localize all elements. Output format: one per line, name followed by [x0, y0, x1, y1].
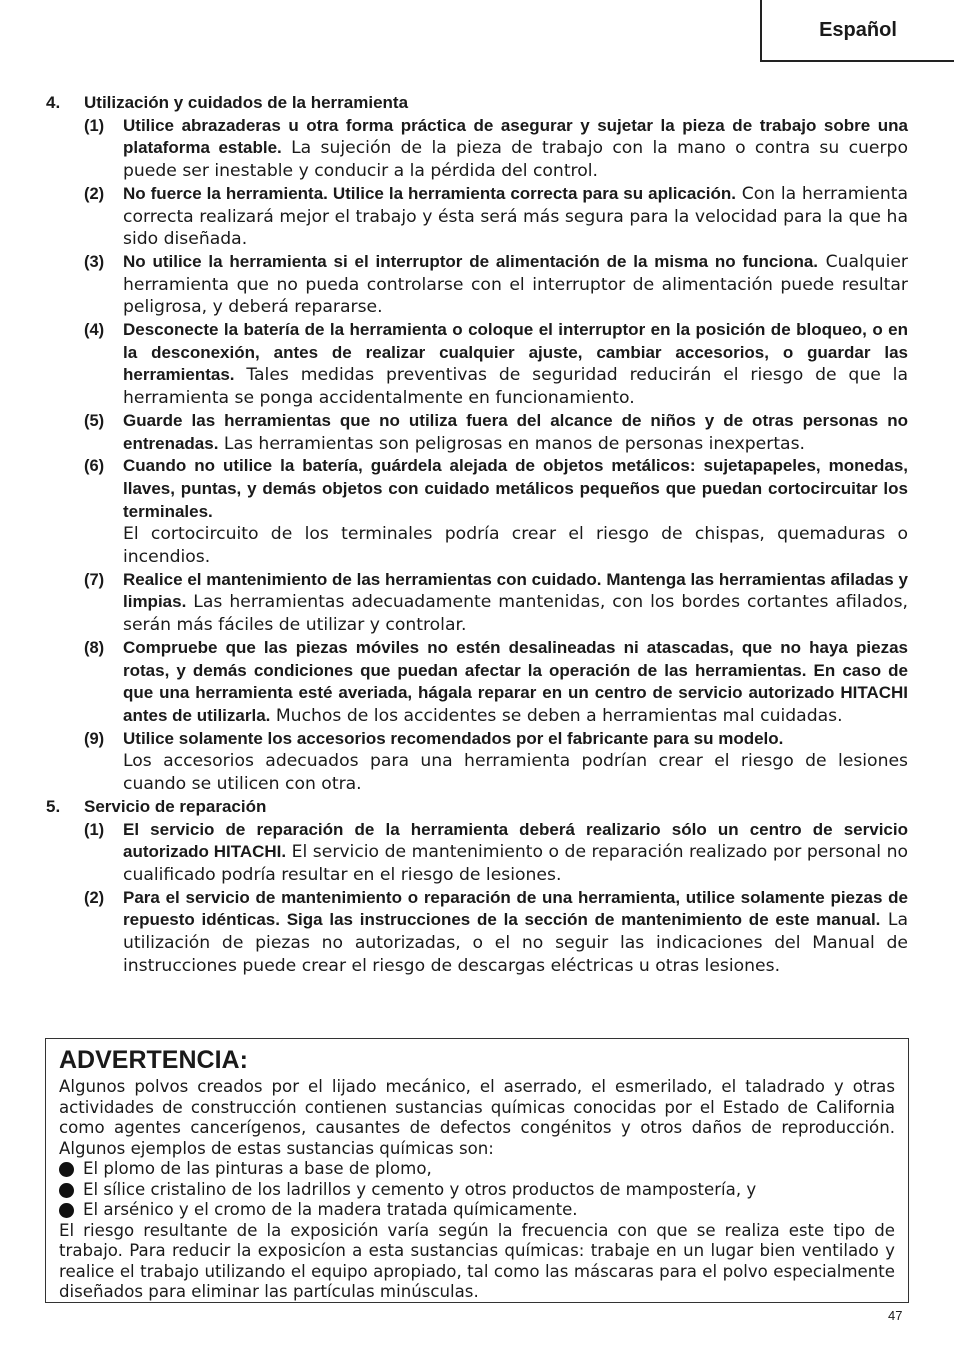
bullet-dot-icon	[59, 1203, 74, 1218]
item-bold-text: Utilice abrazaderas u otra forma práctica de asegurar y sujetar la pieza de trabajo sobre una plataforma estable.	[123, 115, 908, 158]
list-item	[84, 728, 908, 796]
section-title: Utilización y cuidados de la herramienta	[84, 93, 409, 112]
item-bold-text: Cuando no utilice la batería, guárdela alejada de objetos metálicos: sujetapapeles, monedas, llaves, puntas, y demás objetos con cuidado metálicos pequeños que puedan cortocircuitar los terminales.	[123, 456, 908, 521]
item-number: (6)	[84, 457, 105, 476]
item-bold-text: El servicio de reparación de la herramienta deberá realizario sólo un centro de servicio autorizado HITACHI.	[123, 819, 908, 862]
list-item	[84, 455, 908, 569]
item-text: La sujeción de la pieza de trabajo con la mano o contra su cuerpo puede ser inestable y conducir a la pérdida del control.	[123, 138, 908, 182]
section-title: Servicio de reparación	[84, 796, 267, 816]
item-bold-text: Realice el mantenimiento de las herramientas con cuidado. Mantenga las herramientas afiladas y limpias.	[123, 569, 908, 612]
item-bold-text: Guarde las herramientas que no utiliza fuera del alcance de niños y de otras personas no entrenadas.	[123, 410, 908, 453]
warning-title: ADVERTENCIA:	[59, 1046, 248, 1074]
list-item	[84, 251, 908, 319]
item-number: (5)	[84, 411, 105, 430]
language-label: Español	[819, 18, 897, 41]
item-number: (9)	[84, 729, 105, 748]
warning-bullet	[59, 1200, 895, 1221]
item-bold-text: No fuerce la herramienta. Utilice la herramienta correcta para su aplicación.	[123, 183, 737, 203]
item-number: (1)	[84, 116, 105, 135]
warning-box	[45, 1038, 909, 1303]
item-number: (7)	[84, 570, 105, 589]
item-number: (3)	[84, 252, 105, 271]
list-item	[84, 319, 908, 410]
warning-closing: El riesgo resultante de la exposición varía según la frecuencia con que se realiza este tipo de trabajo. Para reducir la exposicíon a esta sustancias químicas: trabaje en un lugar bien ventilado y realice el trabajo utilizando el equipo apropiado, tal como las máscaras para el polvo especialmente diseñados para eliminar las partículas minúsculas.	[59, 1220, 895, 1301]
list-item	[84, 183, 908, 251]
section-number: 5.	[46, 796, 61, 816]
language-tab	[760, 0, 954, 62]
item-text: Cualquier herramienta que no pueda controlarse con el interruptor de alimentación puede resultar peligrosa, y deberá repararse.	[123, 251, 908, 318]
item-number: (4)	[84, 321, 105, 340]
warning-bullet	[59, 1159, 895, 1180]
page-number: 47	[888, 1308, 903, 1323]
item-text: La utilización de piezas no autorizadas, o el no seguir las indicaciones del Manual de instrucciones puede crear el riesgo de descargas eléctricas u otras lesiones.	[123, 910, 909, 976]
list-item	[84, 819, 908, 887]
item-text: El servicio de mantenimiento o de reparación realizado por personal no cualificado podría resultar en el riesgo de lesiones.	[123, 842, 908, 885]
list-item	[84, 115, 908, 183]
list-item	[84, 637, 908, 728]
item-number: (1)	[84, 820, 105, 839]
instructions-content	[46, 92, 908, 977]
warning-intro: Algunos polvos creados por el lijado mecánico, el aserrado, el esmerilado, el taladrado y otras actividades de construcción contienen sustancias químicas conocidas por el Estado de California como agentes cancerígenos, causantes de defectos congénitos y otros daños de reproducción. Algunos ejemplos de estas sustancias químicas son:	[59, 1077, 895, 1158]
list-item	[84, 887, 908, 978]
item-text: Muchos de los accidentes se deben a herramientas mal cuidadas.	[270, 705, 843, 726]
bullet-dot-icon	[59, 1183, 74, 1198]
bullet-text: El arsénico y el cromo de la madera tratada químicamente.	[83, 1200, 578, 1219]
item-bold-text: Para el servicio de mantenimiento o reparación de una herramienta, utilice solamente piezas de repuesto idénticas. Siga las instrucciones de la sección de mantenimiento de este manual.	[123, 887, 908, 930]
bullet-dot-icon	[59, 1162, 74, 1177]
item-extra-text: El cortocircuito de los terminales podría crear el riesgo de chispas, quemaduras o incendios.	[123, 524, 908, 568]
section-heading	[46, 92, 908, 115]
bullet-text: El sílice cristalino de los ladrillos y cemento y otros productos de mampostería, y	[83, 1179, 757, 1199]
section-number: 4.	[46, 93, 61, 112]
item-text: Las herramientas son peligrosas en manos de personas inexpertas.	[218, 433, 806, 454]
item-number: (2)	[84, 184, 105, 203]
item-text: Tales medidas preventivas de seguridad reducirán el riesgo de que la herramienta se ponga accidentalmente en funcionamiento.	[123, 365, 908, 409]
list-item	[84, 569, 908, 637]
item-bold-text: Desconecte la batería de la herramienta o coloque el interruptor en la posición de bloqueo, o en la desconexión, antes de realizar cualquier ajuste, cambiar accesorios, o guardar las herramientas.	[123, 320, 908, 385]
item-bold-text: Utilice solamente los accesorios recomendados por el fabricante para su modelo.	[123, 728, 784, 748]
item-bold-text: Compruebe que las piezas móviles no estén desalineadas ni atascadas, que no haya piezas rotas, y demás condiciones que puedan afectar la operación de las herramientas. En caso de que una herramienta esté averiada, hágala reparar en un centro de servicio autorizado HITACHI antes de utilizarla.	[123, 637, 908, 725]
item-text: Con la herramienta correcta realizará mejor el trabajo y ésta será más segura para la velocidad para la que ha sido diseñada.	[123, 183, 909, 250]
list-item	[84, 410, 908, 455]
item-bold-text: No utilice la herramienta si el interruptor de alimentación de la misma no funciona.	[123, 251, 819, 271]
section-heading	[46, 796, 908, 819]
warning-bullet	[59, 1180, 895, 1201]
item-number: (2)	[84, 888, 105, 907]
item-text: Las herramientas adecuadamente mantenidas, con los bordes cortantes afilados, serán más fáciles de utilizar y controlar.	[123, 592, 908, 636]
item-number: (8)	[84, 638, 105, 657]
bullet-text: El plomo de las pinturas a base de plomo,	[83, 1159, 432, 1178]
item-extra-text: Los accesorios adecuados para una herramienta podrían crear el riesgo de lesiones cuando se utilicen con otra.	[123, 751, 908, 795]
